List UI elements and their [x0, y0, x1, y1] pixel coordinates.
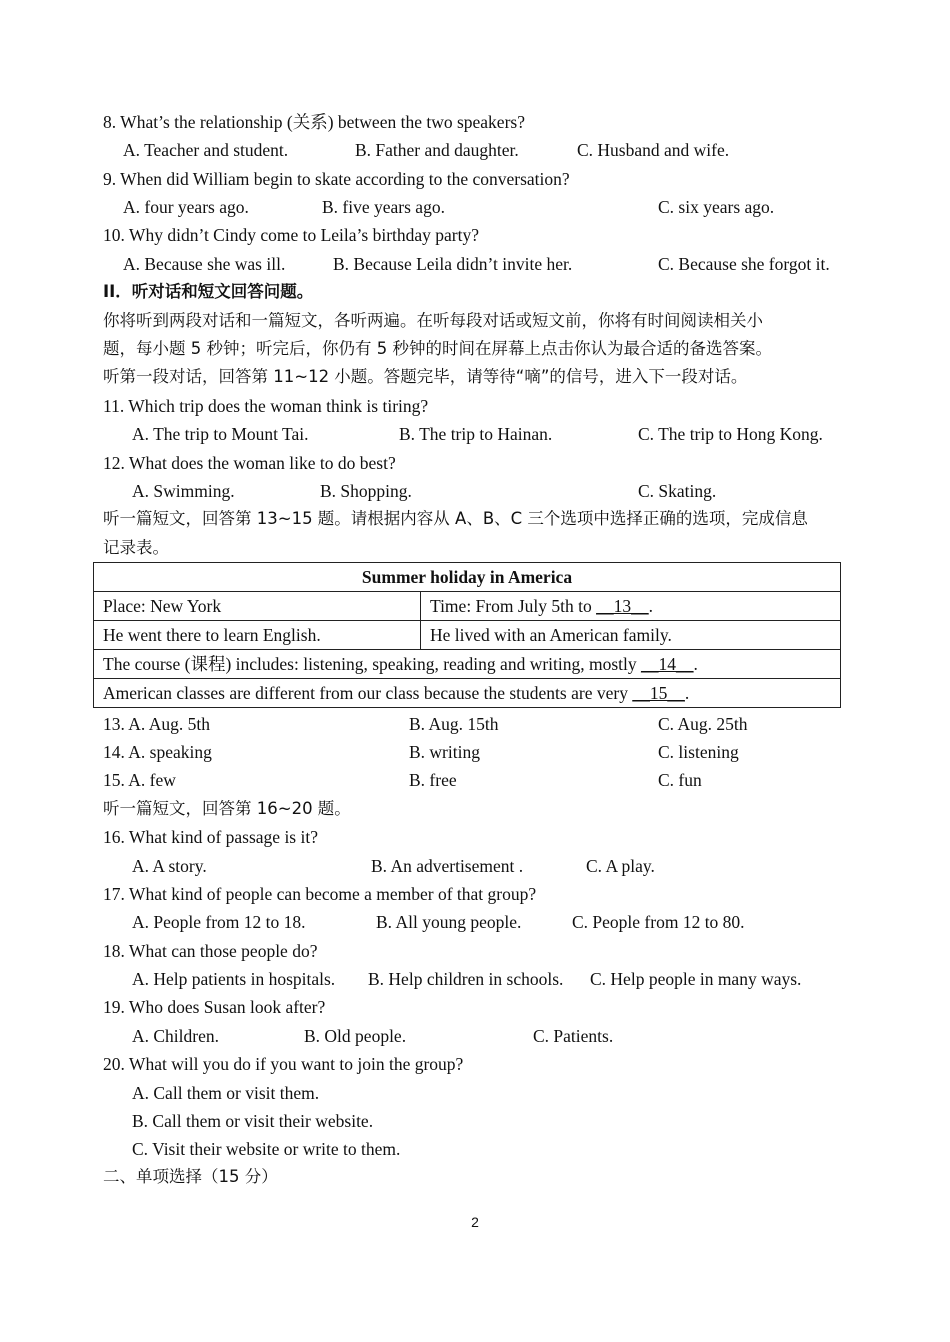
section-2-intro-line-3: 听第一段对话，回答第 11~12 小题。答题完毕，请等待“嘀”的信号，进入下一段对话。 — [103, 367, 748, 386]
blank-15: __15__ — [632, 683, 685, 703]
question-10-option-c: C. Because she forgot it. — [658, 254, 830, 274]
question-9-option-c: C. six years ago. — [658, 197, 775, 217]
class-prefix: American classes are different from our class because the students are very — [103, 683, 633, 703]
question-13-option-c: C. Aug. 25th — [658, 714, 748, 734]
question-16-option-a: A. A story. — [132, 856, 207, 876]
question-17-option-a: A. People from 12 to 18. — [132, 912, 306, 932]
question-11-option-c: C. The trip to Hong Kong. — [638, 424, 823, 444]
question-13-option-a: 13. A. Aug. 5th — [103, 714, 210, 734]
question-19-option-c: C. Patients. — [533, 1026, 614, 1046]
question-18-stem: 18. What can those people do? — [103, 941, 318, 961]
table-cell-time — [421, 592, 841, 621]
question-12-option-a: A. Swimming. — [132, 481, 235, 501]
time-suffix: . — [648, 596, 653, 616]
class-suffix: . — [684, 683, 690, 703]
passage-1-intro-line-1: 听一篇短文，回答第 13~15 题。请根据内容从 A、B、C 三个选项中选择正确的选项，完成信息 — [103, 509, 808, 528]
question-15-option-b: B. free — [409, 770, 457, 790]
question-11-option-a: A. The trip to Mount Tai. — [132, 424, 309, 444]
course-prefix: The course (课程) includes: listening, speaking, reading and writing, mostly — [103, 654, 642, 674]
question-14-option-c: C. listening — [658, 742, 739, 762]
question-16-option-c: C. A play. — [586, 856, 655, 876]
table-cell-class — [94, 679, 841, 708]
question-20-option-c: C. Visit their website or write to them. — [132, 1139, 401, 1159]
question-15-option-c: C. fun — [658, 770, 702, 790]
question-11-option-b: B. The trip to Hainan. — [399, 424, 553, 444]
question-14-option-a: 14. A. speaking — [103, 742, 212, 762]
passage-1-intro-line-2: 记录表。 — [103, 538, 169, 557]
question-18-option-b: B. Help children in schools. — [368, 969, 564, 989]
question-14-option-b: B. writing — [409, 742, 480, 762]
question-12-option-c: C. Skating. — [638, 481, 717, 501]
passage-2-intro: 听一篇短文，回答第 16~20 题。 — [103, 799, 351, 818]
question-12-option-b: B. Shopping. — [320, 481, 412, 501]
info-record-table — [93, 562, 841, 708]
question-12-stem: 12. What does the woman like to do best? — [103, 453, 396, 473]
part-2-heading: 二、单项选择（15 分） — [103, 1167, 278, 1186]
question-20-option-a: A. Call them or visit them. — [132, 1083, 320, 1103]
question-13-option-b: B. Aug. 15th — [409, 714, 499, 734]
question-20-stem: 20. What will you do if you want to join the group? — [103, 1054, 464, 1074]
question-17-stem: 17. What kind of people can become a member of that group? — [103, 884, 537, 904]
question-9-option-b: B. five years ago. — [322, 197, 445, 217]
table-cell-course — [94, 650, 841, 679]
question-10-stem: 10. Why didn’t Cindy come to Leila’s birthday party? — [103, 225, 480, 245]
table-cell-lived: He lived with an American family. — [421, 621, 841, 650]
table-cell-purpose: He went there to learn English. — [94, 621, 421, 650]
question-10-option-a: A. Because she was ill. — [123, 254, 286, 274]
question-16-option-b: B. An advertisement . — [371, 856, 524, 876]
table-cell-place: Place: New York — [94, 592, 421, 621]
blank-14: __14__ — [641, 654, 694, 674]
question-8-option-b: B. Father and daughter. — [355, 140, 519, 160]
section-2-intro-line-2: 题，每小题 5 秒钟；听完后，你仍有 5 秒钟的时间在屏幕上点击你认为最合适的备选答案。 — [103, 339, 772, 358]
question-20-option-b: B. Call them or visit their website. — [132, 1111, 374, 1131]
question-8-option-c: C. Husband and wife. — [577, 140, 730, 160]
question-8-option-a: A. Teacher and student. — [123, 140, 289, 160]
question-19-option-b: B. Old people. — [304, 1026, 407, 1046]
section-2-intro-line-1: 你将听到两段对话和一篇短文，各听两遍。在听每段对话或短文前，你将有时间阅读相关小 — [103, 311, 763, 330]
question-17-option-b: B. All young people. — [376, 912, 522, 932]
question-15-option-a: 15. A. few — [103, 770, 176, 790]
question-11-stem: 11. Which trip does the woman think is tiring? — [103, 396, 429, 416]
question-19-stem: 19. Who does Susan look after? — [103, 997, 326, 1017]
question-16-stem: 16. What kind of passage is it? — [103, 827, 318, 847]
table-title: Summer holiday in America — [94, 563, 841, 592]
question-9-option-a: A. four years ago. — [123, 197, 249, 217]
question-9-stem: 9. When did William begin to skate according to the conversation? — [103, 169, 570, 189]
course-suffix: . — [693, 654, 698, 674]
page-number: 2 — [471, 1214, 479, 1230]
question-10-option-b: B. Because Leila didn’t invite her. — [333, 254, 573, 274]
blank-13: __13__ — [596, 596, 649, 616]
question-8-stem: 8. What’s the relationship (关系) between the two speakers? — [103, 112, 525, 132]
question-17-option-c: C. People from 12 to 80. — [572, 912, 745, 932]
question-18-option-a: A. Help patients in hospitals. — [132, 969, 336, 989]
time-prefix: Time: From July 5th to — [430, 596, 597, 616]
question-19-option-a: A. Children. — [132, 1026, 220, 1046]
section-2-heading: II．听对话和短文回答问题。 — [103, 282, 314, 301]
question-18-option-c: C. Help people in many ways. — [590, 969, 802, 989]
